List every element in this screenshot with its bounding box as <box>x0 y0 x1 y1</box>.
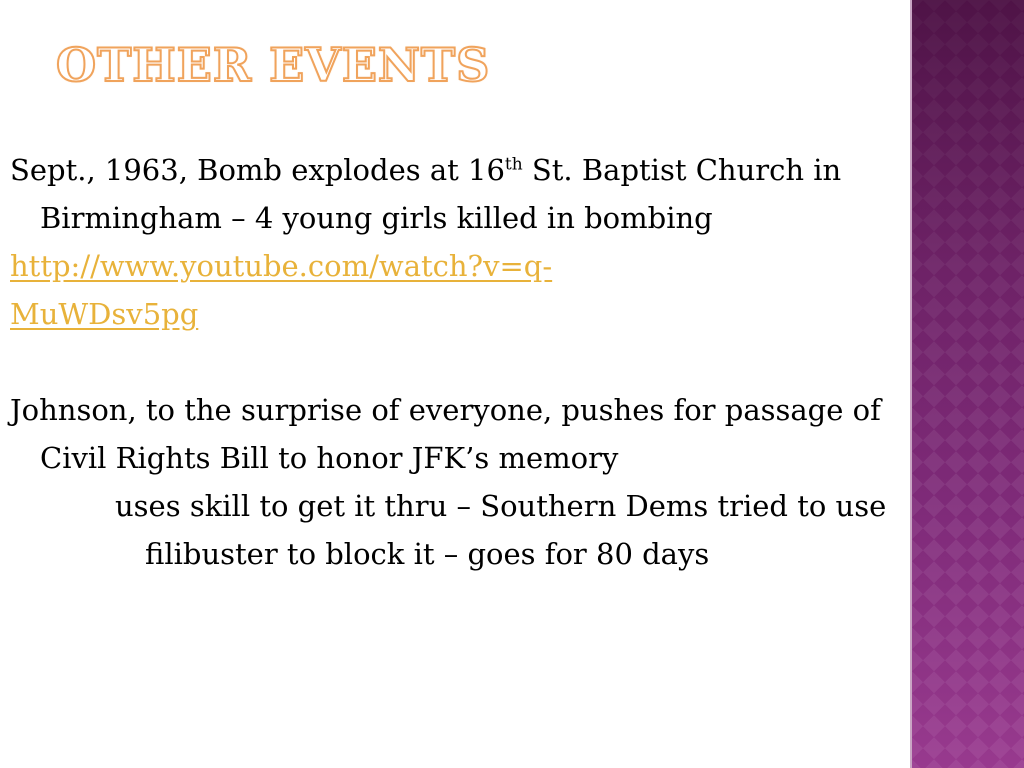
youtube-link-line1[interactable]: http://www.youtube.com/watch?v=q- <box>10 249 553 283</box>
side-decorative-band <box>912 0 1024 768</box>
youtube-link[interactable] <box>10 242 900 338</box>
bullet-johnson-civil-rights: Johnson, to the surprise of everyone, pushes for passage of Civil Rights Bill to honor JFK’s memory <box>10 393 881 475</box>
sub-bullet-filibuster: uses skill to get it thru – Southern Dems tried to use filibuster to block it – goes for 80 days <box>115 489 887 571</box>
youtube-link-line2[interactable]: MuWDsv5pg <box>10 297 199 331</box>
slide-body <box>10 146 900 578</box>
spacer <box>10 338 900 386</box>
slide-title: OTHER EVENTS <box>56 38 491 92</box>
bullet-birmingham-lead: Sept., 1963, Bomb explodes at 16 <box>10 153 505 187</box>
bullet-birmingham-bombing <box>10 146 900 242</box>
ordinal-superscript: th <box>504 154 523 175</box>
bullet-birmingham-rest: St. Baptist Church in Birmingham – 4 young girls killed in bombing <box>40 153 842 235</box>
